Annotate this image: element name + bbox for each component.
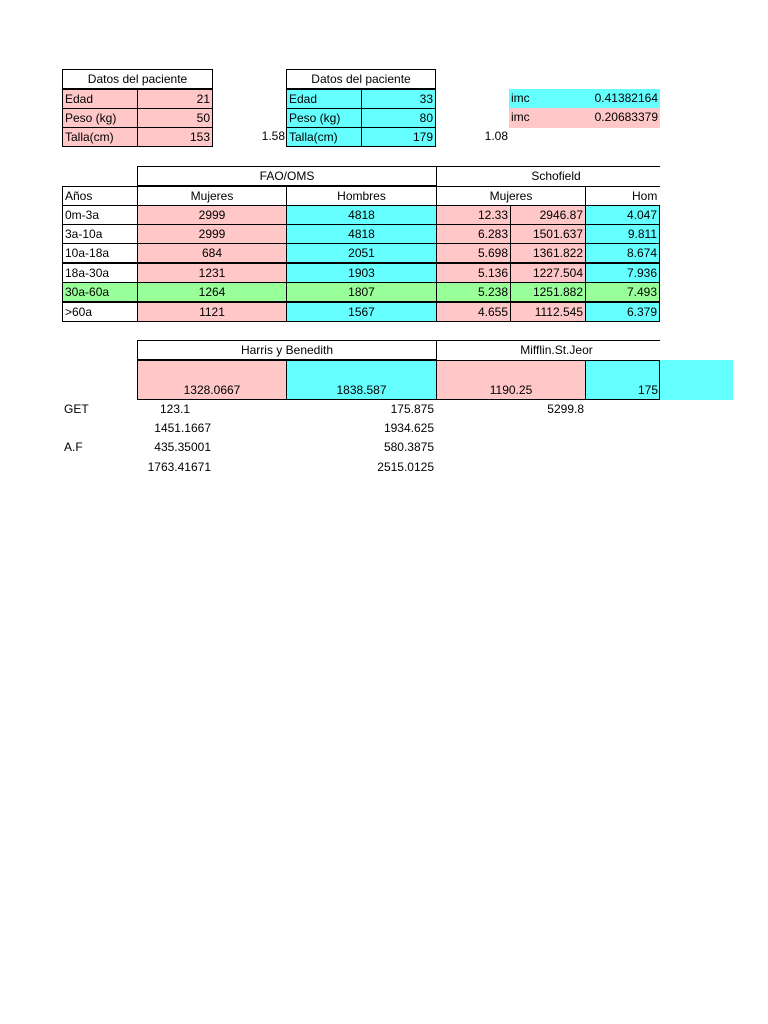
- patient-left-height-m[interactable]: 1.58: [261, 129, 285, 143]
- patient-right-value-age[interactable]: 33: [361, 89, 436, 109]
- patient-right-value-weight[interactable]: 80: [361, 108, 436, 128]
- patient-right-label-height[interactable]: Talla(cm): [286, 127, 362, 147]
- schofield-men-4[interactable]: 7.493: [585, 282, 660, 302]
- schofield-factor-2[interactable]: 5.698: [436, 243, 511, 263]
- bottom-a-2[interactable]: 435.35001: [154, 440, 211, 454]
- row-age-1[interactable]: 3a-10a: [62, 224, 138, 244]
- schofield-men-5[interactable]: 6.379: [585, 302, 660, 322]
- harris-men[interactable]: 1838.587: [286, 360, 437, 400]
- imc-value-2[interactable]: 0.20683379: [585, 108, 660, 128]
- mifflin-header[interactable]: Mifflin.St.Jeor: [436, 340, 660, 360]
- fao-men-0[interactable]: 4818: [286, 205, 437, 225]
- overflow-cyan-fill: [660, 360, 733, 400]
- bottom-b-3[interactable]: 2515.0125: [377, 460, 434, 474]
- fao-women-2[interactable]: 684: [137, 243, 287, 263]
- schofield-men-0[interactable]: 4.047: [585, 205, 660, 225]
- fao-men-2[interactable]: 2051: [286, 243, 437, 263]
- schofield-women-3[interactable]: 1227.504: [510, 263, 586, 283]
- row-age-4[interactable]: 30a-60a: [62, 282, 138, 302]
- imc-label-1[interactable]: imc: [509, 89, 585, 109]
- patient-left-label-age[interactable]: Edad: [62, 89, 138, 109]
- fao-women-4[interactable]: 1264: [137, 282, 287, 302]
- mifflin-men[interactable]: 175: [585, 360, 660, 400]
- patient-left-value-height[interactable]: 153: [137, 127, 213, 147]
- fao-women-0[interactable]: 2999: [137, 205, 287, 225]
- bottom-b-0[interactable]: 175.875: [390, 402, 434, 416]
- bottom-c-0[interactable]: 5299.8: [547, 402, 584, 416]
- imc-label-2[interactable]: imc: [509, 108, 585, 128]
- bottom-b-2[interactable]: 580.3875: [383, 440, 434, 454]
- schofield-women-1[interactable]: 1501.637: [510, 224, 586, 244]
- fao-header[interactable]: FAO/OMS: [137, 166, 437, 186]
- schofield-men-2[interactable]: 8.674: [585, 243, 660, 263]
- schofield-factor-1[interactable]: 6.283: [436, 224, 511, 244]
- schofield-women-5[interactable]: 1112.545: [510, 302, 586, 322]
- get-label[interactable]: GET: [64, 402, 89, 416]
- bottom-a-1[interactable]: 1451.1667: [154, 421, 211, 435]
- patient-right-height-m[interactable]: 1.08: [484, 129, 508, 143]
- schofield-men-3[interactable]: 7.936: [585, 263, 660, 283]
- bottom-a-0[interactable]: 123.1: [159, 402, 191, 416]
- fao-men-1[interactable]: 4818: [286, 224, 437, 244]
- fao-col-women-header[interactable]: Mujeres: [137, 186, 287, 206]
- col-years-header[interactable]: Años: [62, 186, 138, 206]
- schofield-factor-5[interactable]: 4.655: [436, 302, 511, 322]
- patient-left-label-weight[interactable]: Peso (kg): [62, 108, 138, 128]
- af-label[interactable]: A.F: [64, 440, 83, 454]
- schofield-women-4[interactable]: 1251.882: [510, 282, 586, 302]
- fao-women-3[interactable]: 1231: [137, 263, 287, 283]
- harris-header[interactable]: Harris y Benedith: [137, 340, 437, 360]
- bottom-a-3[interactable]: 1763.41671: [147, 460, 211, 474]
- schofield-factor-0[interactable]: 12.33: [436, 205, 511, 225]
- patient-left-value-weight[interactable]: 50: [137, 108, 213, 128]
- bottom-b-1[interactable]: 1934.625: [383, 421, 434, 435]
- row-age-0[interactable]: 0m-3a: [62, 205, 138, 225]
- imc-value-1[interactable]: 0.41382164: [585, 89, 660, 109]
- schofield-header[interactable]: Schofield: [436, 166, 660, 186]
- fao-women-1[interactable]: 2999: [137, 224, 287, 244]
- patient-left-label-height[interactable]: Talla(cm): [62, 127, 138, 147]
- fao-men-3[interactable]: 1903: [286, 263, 437, 283]
- fao-women-5[interactable]: 1121: [137, 302, 287, 322]
- row-age-2[interactable]: 10a-18a: [62, 243, 138, 263]
- harris-women[interactable]: 1328.0667: [137, 360, 287, 400]
- schofield-women-2[interactable]: 1361.822: [510, 243, 586, 263]
- patient-left-value-age[interactable]: 21: [137, 89, 213, 109]
- patient-right-label-age[interactable]: Edad: [286, 89, 362, 109]
- schofield-men-1[interactable]: 9.811: [585, 224, 660, 244]
- fao-col-men-header[interactable]: Hombres: [286, 186, 437, 206]
- fao-men-4[interactable]: 1807: [286, 282, 437, 302]
- patient-right-value-height[interactable]: 179: [361, 127, 436, 147]
- schofield-factor-4[interactable]: 5.238: [436, 282, 511, 302]
- fao-men-5[interactable]: 1567: [286, 302, 437, 322]
- row-age-5[interactable]: >60a: [62, 302, 138, 322]
- row-age-3[interactable]: 18a-30a: [62, 263, 138, 283]
- patient-right-title[interactable]: Datos del paciente: [286, 69, 436, 89]
- mifflin-women[interactable]: 1190.25: [436, 360, 586, 400]
- schofield-factor-3[interactable]: 5.136: [436, 263, 511, 283]
- patient-right-label-weight[interactable]: Peso (kg): [286, 108, 362, 128]
- schofield-col-men-header[interactable]: Hom: [585, 186, 660, 206]
- schofield-col-women-header[interactable]: Mujeres: [436, 186, 586, 206]
- schofield-women-0[interactable]: 2946.87: [510, 205, 586, 225]
- patient-left-title[interactable]: Datos del paciente: [62, 69, 213, 89]
